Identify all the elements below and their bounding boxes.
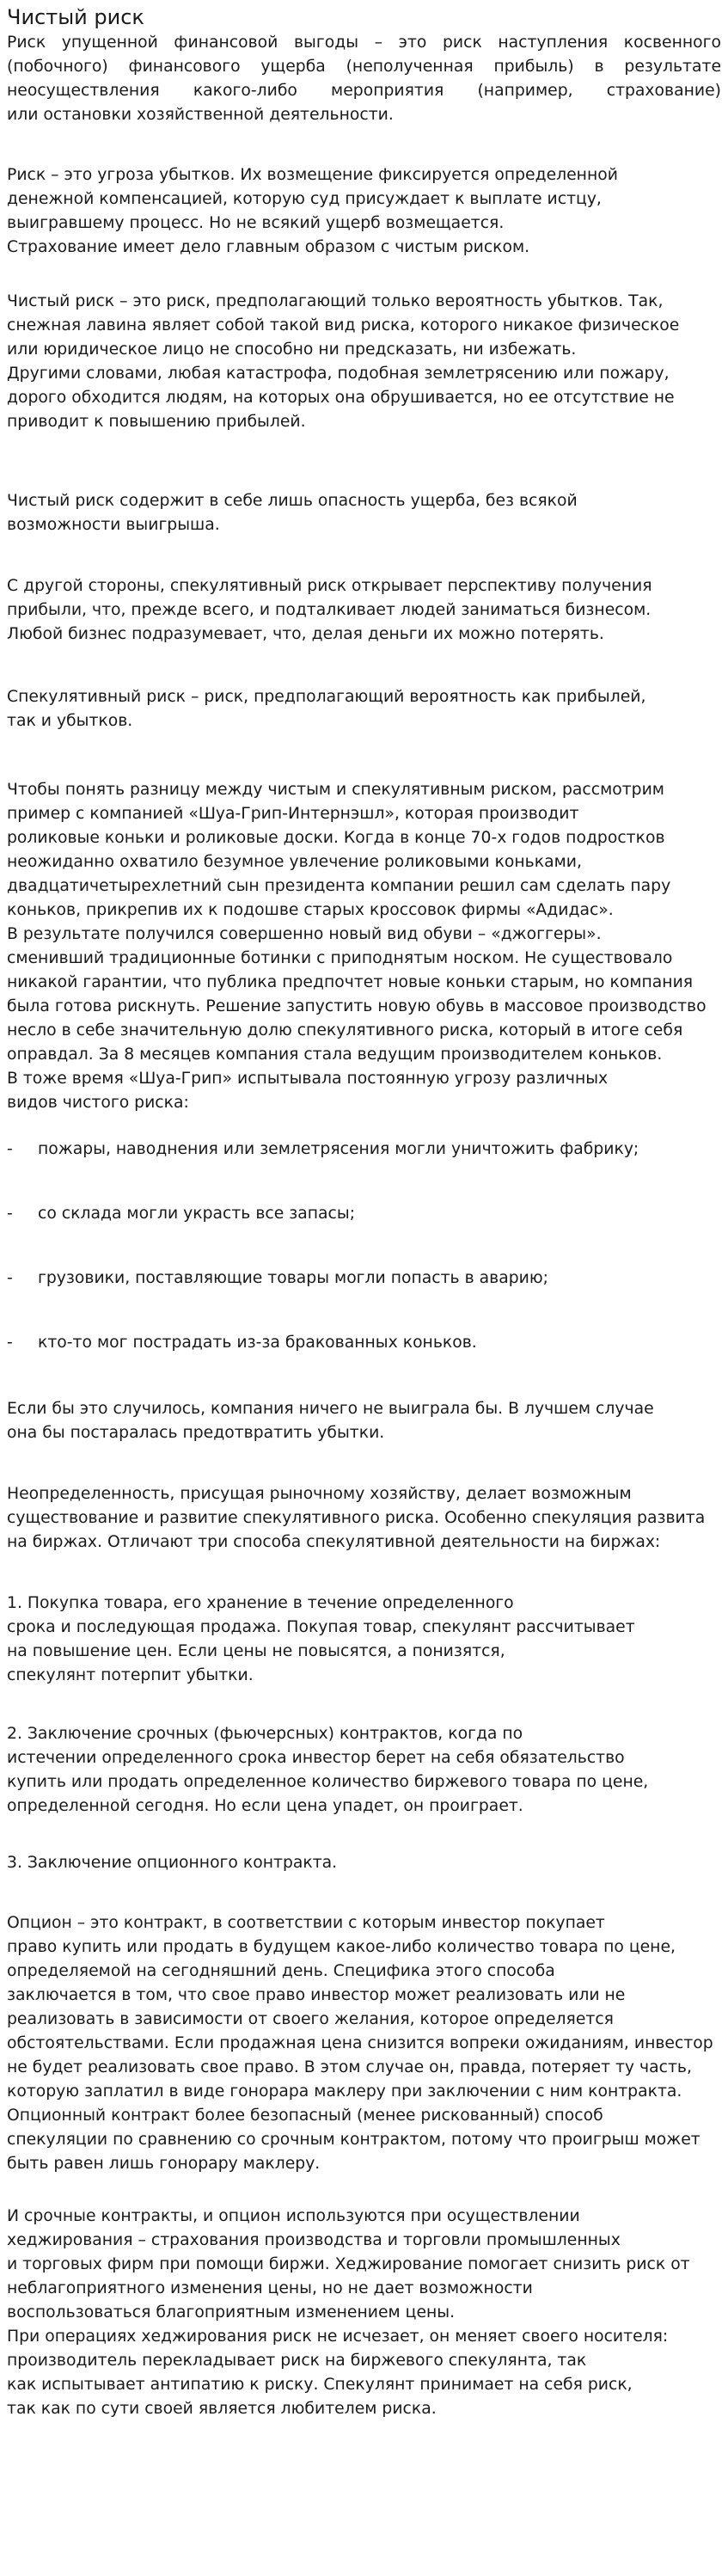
p4-line: Чистый риск содержит в себе лишь опасность ущерба, без всякой — [7, 492, 578, 510]
p7-line: В тоже время «Шуа-Грип» испытывала постоянную угрозу различных — [7, 1070, 609, 1088]
p7-line: коньков, прикрепив их к подошве старых кроссовок фирмы «Адидас». — [7, 901, 614, 919]
p10-line: обстоятельствами. Если продажная цена снизится вопреки ожиданиям, инвестор — [7, 2034, 713, 2052]
p5-line: прибыли, что, прежде всего, и подталкивает людей заниматься бизнесом. — [7, 601, 652, 619]
p10-line: Опционный контракт более безопасный (менее рискованный) способ — [7, 2107, 603, 2125]
p10-line: Опцион – это контракт, в соответствии с которым инвестор покупает — [7, 1914, 605, 1932]
p1-line: или остановки хозяйственной деятельности. — [7, 106, 394, 124]
p10-line: реализовать в зависимости от своего желания, которое определяется — [7, 2010, 614, 2028]
p7-line: двадцатичетырехлетний сын президента компании решил сам сделать пару — [7, 877, 671, 895]
p11-line: так как по сути своей является любителем риска. — [7, 2400, 437, 2418]
p3-line: Другими словами, любая катастрофа, подобная землетрясению или пожару, — [7, 365, 670, 383]
p6-line: Спекулятивный риск – риск, предполагающий вероятность как прибылей, — [7, 688, 646, 706]
p10-line: право купить или продать в будущем какое-либо количество товара по цене, — [7, 1938, 676, 1956]
p7-line: В результате получился совершенно новый вид обуви – «джоггеры». — [7, 925, 602, 943]
p8-line: Если бы это случилось, компания ничего не выиграла бы. В лучшем случае — [7, 1400, 654, 1418]
page-title: Чистый риск — [7, 5, 144, 29]
p7-line: пример с компанией «Шуа-Грип-Интернэшл», которая производит — [7, 805, 579, 823]
p7-line: Чтобы понять разницу между чистым и спекулятивным риском, рассмотрим — [7, 781, 664, 799]
p7-line: сменивший традиционные ботинки с приподнятым носком. Не существовало — [7, 949, 673, 967]
p11-line: как испытывает антипатию к риску. Спекулянт принимает на себя риск, — [7, 2376, 633, 2394]
bullet-dash: - — [7, 1334, 13, 1352]
list-item: грузовики, поставляющие товары могли попасть в аварию; — [38, 1269, 548, 1287]
n1-line: 1. Покупка товара, его хранение в течение определенного — [7, 1594, 514, 1612]
p3-line: или юридическое лицо не способно ни предсказать, ни избежать. — [7, 340, 577, 359]
p3-line: Чистый риск – это риск, предполагающий только вероятность убытков. Так, — [7, 292, 664, 310]
p10-line: быть равен лишь гонорару маклеру. — [7, 2155, 321, 2173]
p2-line: Риск – это угроза убытков. Их возмещение фиксируется определенной — [7, 166, 618, 184]
p7-line: роликовые коньки и роликовые доски. Когда в конце 70-х годов подростков — [7, 829, 665, 847]
list-item: со склада могли украсть все запасы; — [38, 1205, 356, 1223]
n1-line: спекулянт потерпит убытки. — [7, 1666, 254, 1684]
p11-line: хеджирования – страхования производства и торговли промышленных — [7, 2231, 621, 2249]
n2-line: определенной сегодня. Но если цена упадет, он проиграет. — [7, 1797, 523, 1815]
n2-line: купить или продать определенное количество биржевого товара по цене, — [7, 1773, 649, 1791]
p2-line: Страхование имеет дело главным образом с чистым риском. — [7, 238, 530, 256]
p7-line: была готова рискнуть. Решение запустить новую обувь в массовое производство — [7, 997, 707, 1015]
p11-line: И срочные контракты, и опцион используются при осуществлении — [7, 2207, 580, 2225]
p9-line: на биржах. Отличают три способа спекулятивной деятельности на биржах: — [7, 1533, 661, 1551]
p2-line: выигравшему процесс. Но не всякий ущерб возмещается. — [7, 214, 505, 232]
p7-line: никакой гарантии, что публика предпочтет новые коньки старым, но компания — [7, 973, 694, 991]
p3-line: приводит к повышению прибылей. — [7, 413, 306, 431]
p3-line: снежная лавина являет собой такой вид риска, которого никакое физическое — [7, 316, 680, 334]
p11-line: воспользоваться благоприятным изменением цены. — [7, 2303, 456, 2321]
p7-line: оправдал. За 8 месяцев компания стала ведущим производителем коньков. — [7, 1046, 663, 1064]
p10-line: заключается в том, что свое право инвестор может реализовать или не — [7, 1986, 626, 2004]
p6-line: так и убытков. — [7, 712, 133, 730]
p11-line: При операциях хеджирования риск не исчезает, он меняет своего носителя: — [7, 2328, 669, 2346]
p10-line: не будет реализовать свое право. В этом случае он, правда, потеряет ту часть, — [7, 2058, 692, 2076]
n1-line: на повышение цен. Если цены не повысятся, а понизятся, — [7, 1642, 505, 1660]
p7-line: несло в себе значительную долю спекулятивного риска, который в итоге себя — [7, 1021, 683, 1040]
bullet-dash: - — [7, 1205, 13, 1223]
p11-line: производитель перекладывает риск на биржевого спекулянта, так — [7, 2352, 587, 2370]
p7-line: неожиданно охватило безумное увлечение роликовыми коньками, — [7, 853, 582, 871]
p4-line: возможности выигрыша. — [7, 516, 220, 534]
list-item: пожары, наводнения или землетрясения могли уничтожить фабрику; — [38, 1140, 639, 1158]
p9-line: Неопределенность, присущая рыночному хозяйству, делает возможным — [7, 1485, 632, 1503]
n2-line: истечении определенного срока инвестор берет на себя обязательство — [7, 1749, 625, 1767]
p8-line: она бы постаралась предотвратить убытки. — [7, 1424, 385, 1442]
p10-line: спекуляции по сравнению со срочным контрактом, потому что проигрыш может — [7, 2131, 700, 2149]
p7-line: видов чистого риска: — [7, 1094, 189, 1112]
p10-line: определяемой на сегодняшний день. Специфика этого способа — [7, 1962, 555, 1980]
p5-line: С другой стороны, спекулятивный риск открывает перспективу получения — [7, 577, 652, 595]
bullet-dash: - — [7, 1269, 13, 1287]
n1-line: срока и последующая продажа. Покупая товар, спекулянт рассчитывает — [7, 1618, 635, 1636]
p2-line: денежной компенсацией, которую суд присуждает к выплате истцу, — [7, 190, 602, 208]
list-item: кто-то мог пострадать из-за бракованных коньков. — [38, 1334, 477, 1352]
p3-line: дорого обходится людям, на которых она обрушивается, но ее отсутствие не — [7, 389, 675, 407]
p11-line: и торговых фирм при помощи биржи. Хеджирование помогает снизить риск от — [7, 2255, 690, 2273]
bullet-dash: - — [7, 1140, 13, 1158]
p1-line: Риск упущенной финансовой выгоды – это риск наступления косвенного — [7, 34, 721, 52]
p9-line: существование и развитие спекулятивного риска. Особенно спекуляция развита — [7, 1509, 706, 1527]
n2-line: 2. Заключение срочных (фьючерсных) контрактов, когда по — [7, 1725, 523, 1743]
n3-line: 3. Заключение опционного контракта. — [7, 1854, 338, 1872]
p5-line: Любой бизнес подразумевает, что, делая деньги их можно потерять. — [7, 625, 604, 643]
p1-line: (побочного) финансового ущерба (неполученная прибыль) в результате — [7, 58, 721, 76]
p10-line: которую заплатил в виде гонорара маклеру при заключении с ним контракта. — [7, 2082, 682, 2101]
p1-line: неосуществления какого-либо мероприятия (например, страхование) — [7, 82, 721, 100]
p11-line: неблагоприятного изменения цены, но не дает возможности — [7, 2279, 533, 2297]
